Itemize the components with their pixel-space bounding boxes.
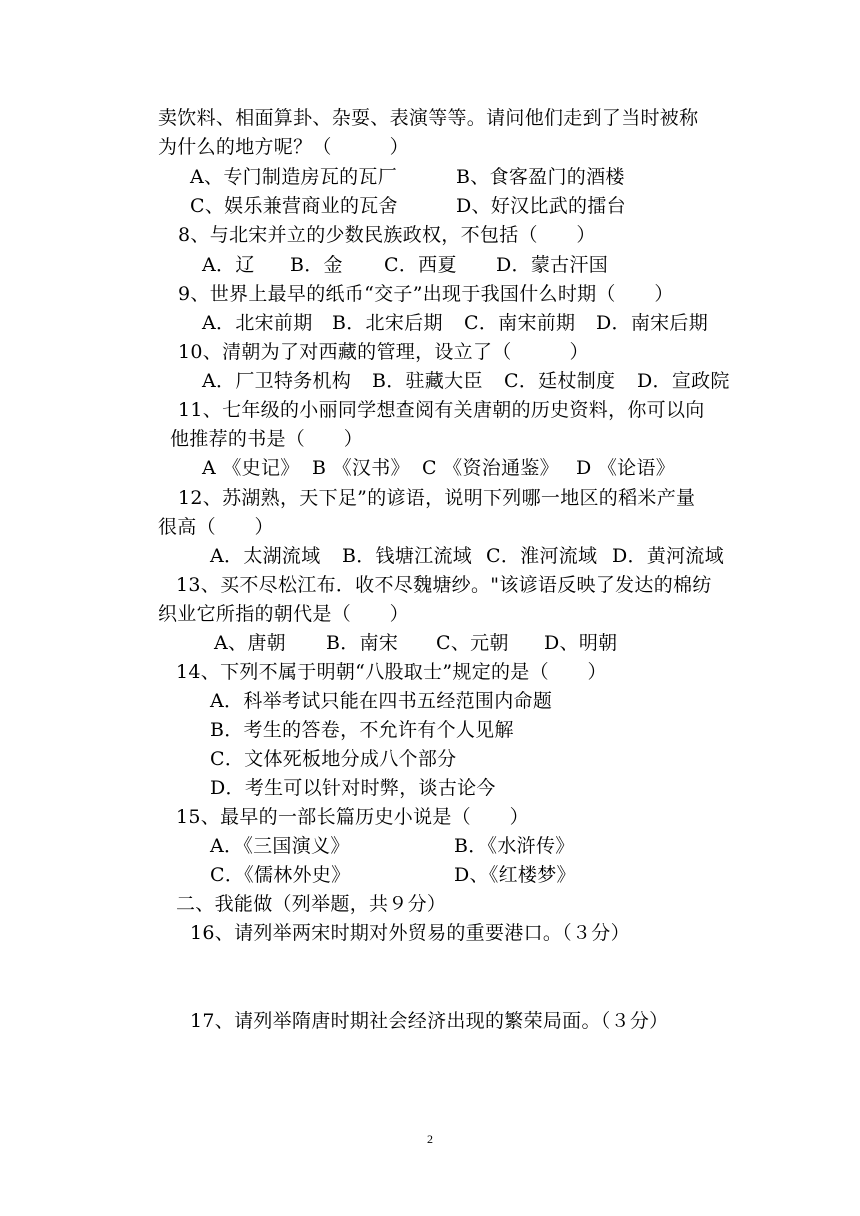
q10-option-b: B．驻藏大臣 [372, 370, 483, 392]
q14-option-c: C．文体死板地分成八个部分 [210, 748, 457, 770]
q8-stem: 8、与北宋并立的少数民族政权，不包括（ ） [178, 224, 596, 246]
q10-option-a: A．厂卫特务机构 [202, 370, 352, 392]
q15-option-b: B．《水浒传》 [454, 835, 575, 857]
q13-option-b: B．南宋 [326, 632, 399, 654]
q11-option-d: D 《论语》 [576, 457, 676, 479]
q7-option-a: A、专门制造房瓦的瓦厂 [190, 166, 398, 188]
q7-option-d: D、好汉比武的擂台 [456, 195, 626, 217]
q12-stem-line2: 很高（ ） [158, 516, 274, 538]
q15-option-a: A．《三国演义》 [210, 835, 350, 857]
q14-option-a: A．科举考试只能在四书五经范围内命题 [210, 690, 553, 712]
q11-option-a: A 《史记》 [202, 457, 300, 479]
q7-option-b: B、食客盈门的酒楼 [456, 166, 625, 188]
q9-option-d: D．南宋后期 [596, 312, 709, 334]
q11-option-b: B 《汉书》 [312, 457, 410, 479]
q8-option-a: A．辽 [202, 254, 255, 276]
page-number: 2 [427, 1132, 433, 1146]
q14-option-d: D．考生可以针对时弊，谈古论今 [210, 777, 496, 799]
q10-stem: 10、清朝为了对西藏的管理，设立了（ ） [178, 341, 589, 363]
q17-stem: 17、请列举隋唐时期社会经济出现的繁荣局面。（３分） [190, 1010, 669, 1032]
q11-stem-line1: 11、七年级的小丽同学想查阅有关唐朝的历史资料，你可以向 [178, 399, 705, 421]
q11-option-c: C 《资治通鉴》 [422, 457, 559, 479]
q7-stem-line1: 卖饮料、相面算卦、杂耍、表演等等。请问他们走到了当时被称 [158, 107, 699, 129]
q9-stem: 9、世界上最早的纸币“交子”出现于我国什么时期（ ） [178, 283, 674, 305]
q13-option-c: C、元朝 [436, 632, 509, 654]
q7-stem-line2: 为什么的地方呢？（ ） [158, 136, 409, 158]
section2-heading: 二、我能做（列举题，共９分） [176, 893, 447, 915]
q12-option-a: A．太湖流域 [210, 545, 321, 567]
q9-option-a: A．北宋前期 [202, 312, 313, 334]
q9-option-b: B．北宋后期 [332, 312, 443, 334]
q9-option-c: C．南宋前期 [464, 312, 576, 334]
q12-stem-line1: 12、苏湖熟，天下足”的谚语，说明下列哪一地区的稻米产量 [178, 487, 696, 509]
q8-option-c: C．西夏 [384, 254, 457, 276]
q7-option-c: C、娱乐兼营商业的瓦舍 [190, 195, 398, 217]
q13-stem-line1: 13、买不尽松江布．收不尽魏塘纱。"该谚语反映了发达的棉纺 [176, 574, 712, 596]
q13-stem-line2: 织业它所指的朝代是（ ） [158, 603, 409, 625]
q15-option-c: C．《儒林外史》 [210, 864, 351, 886]
q15-stem: 15、最早的一部长篇历史小说是（ ） [176, 806, 529, 828]
q15-option-d: D、《红楼梦》 [454, 864, 576, 886]
q10-option-c: C．廷杖制度 [504, 370, 616, 392]
q11-stem-line2: 他推荐的书是（ ） [170, 428, 364, 450]
q12-option-b: B．钱塘江流域 [342, 545, 473, 567]
q12-option-c: C．淮河流域 [486, 545, 598, 567]
q12-option-d: D．黄河流域 [612, 545, 725, 567]
q10-option-d: D．宣政院 [637, 370, 730, 392]
q8-option-b: B．金 [290, 254, 343, 276]
q8-option-d: D．蒙古汗国 [496, 254, 609, 276]
q13-option-d: D、明朝 [544, 632, 618, 654]
q16-stem: 16、请列举两宋时期对外贸易的重要港口。（３分） [190, 922, 630, 944]
q13-option-a: A、唐朝 [214, 632, 286, 654]
q14-stem: 14、下列不属于明朝“八股取士”规定的是（ ） [176, 661, 607, 683]
q14-option-b: B．考生的答卷，不允许有个人见解 [210, 719, 514, 741]
